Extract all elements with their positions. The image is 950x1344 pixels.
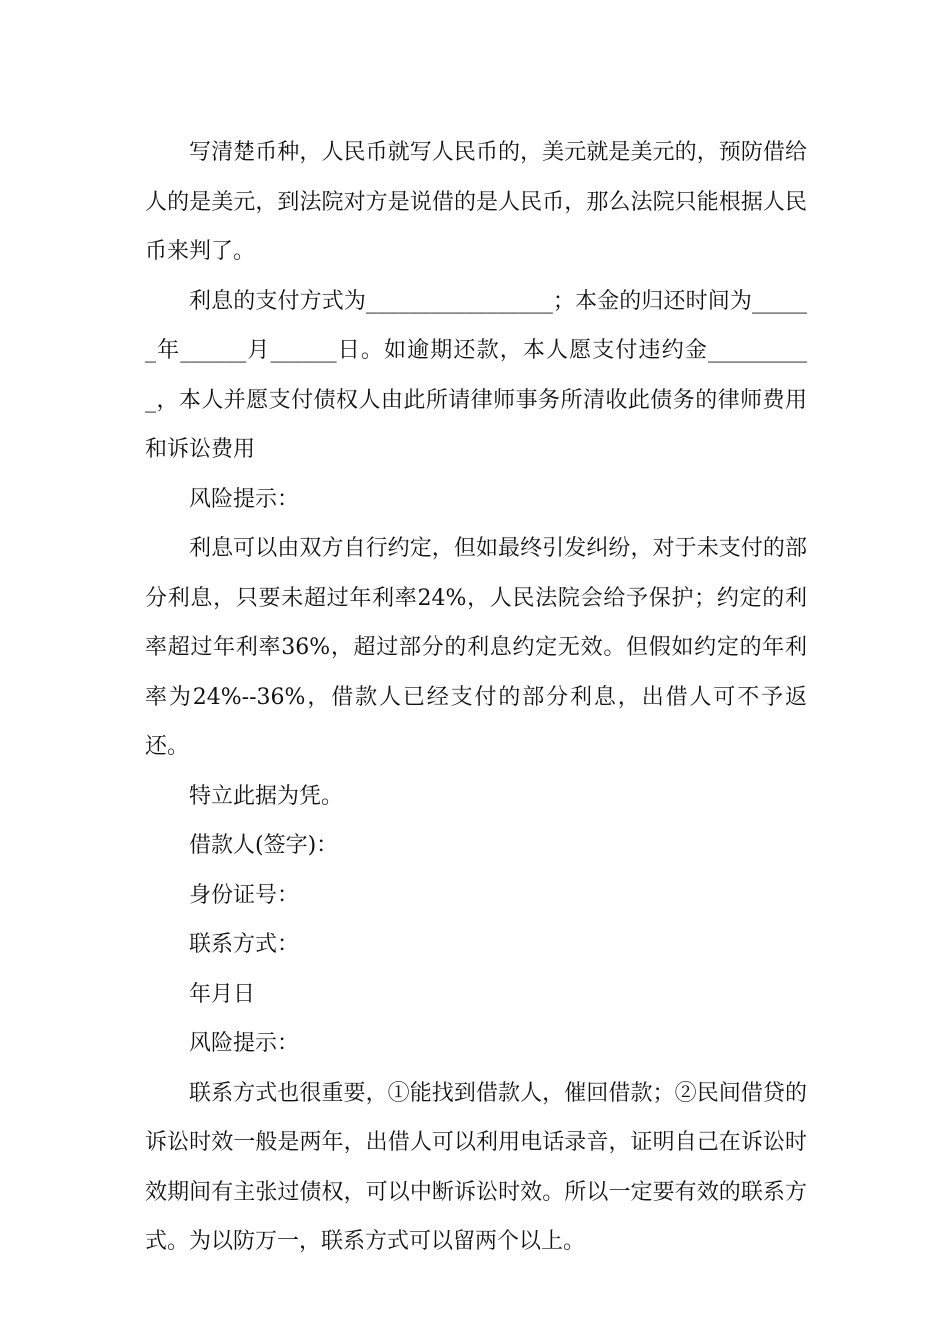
paragraph-currency-note: 写清楚币种，人民币就写人民币的，美元就是美元的，预防借给人的是美元，到法院对方是说借的是人民币，那么法院只能根据人民币来判了。: [145, 140, 807, 264]
paragraph-declaration: 特立此据为凭。: [189, 783, 344, 809]
paragraph-interest-terms: 利息的支付方式为_________________；本金的归还时间为______年______月______日。如逾期还款，本人愿支付违约金__________，本人并愿支付债权人由此所请律师事务所清收此债务的律师费用和诉讼费用: [145, 288, 807, 462]
document-body: [145, 128, 807, 1267]
paragraph-interest-rate-note: 利息可以由双方自行约定，但如最终引发纠纷，对于未支付的部分利息，只要未超过年利率24%，人民法院会给予保护；约定的利率超过年利率36%，超过部分的利息约定无效。但假如约定的年利率为24%--36%，借款人已经支付的部分利息，出借人可不予返还。: [145, 536, 807, 759]
field-contact: 联系方式：: [189, 932, 300, 957]
field-id-number: 身份证号：: [189, 882, 300, 908]
field-date: 年月日: [189, 981, 256, 1007]
paragraph-contact-note: 联系方式也很重要，①能找到借款人，催回借款；②民间借贷的诉讼时效一般是两年，出借人可以利用电话录音，证明自己在诉讼时效期间有主张过债权，可以中断诉讼时效。所以一定要有效的联系方式。为以防万一，联系方式可以留两个以上。: [145, 1080, 807, 1254]
heading-risk-notice-1: 风险提示：: [189, 486, 300, 512]
heading-risk-notice-2: 风险提示：: [189, 1031, 300, 1056]
field-borrower-signature: 借款人(签字)：: [189, 833, 339, 858]
